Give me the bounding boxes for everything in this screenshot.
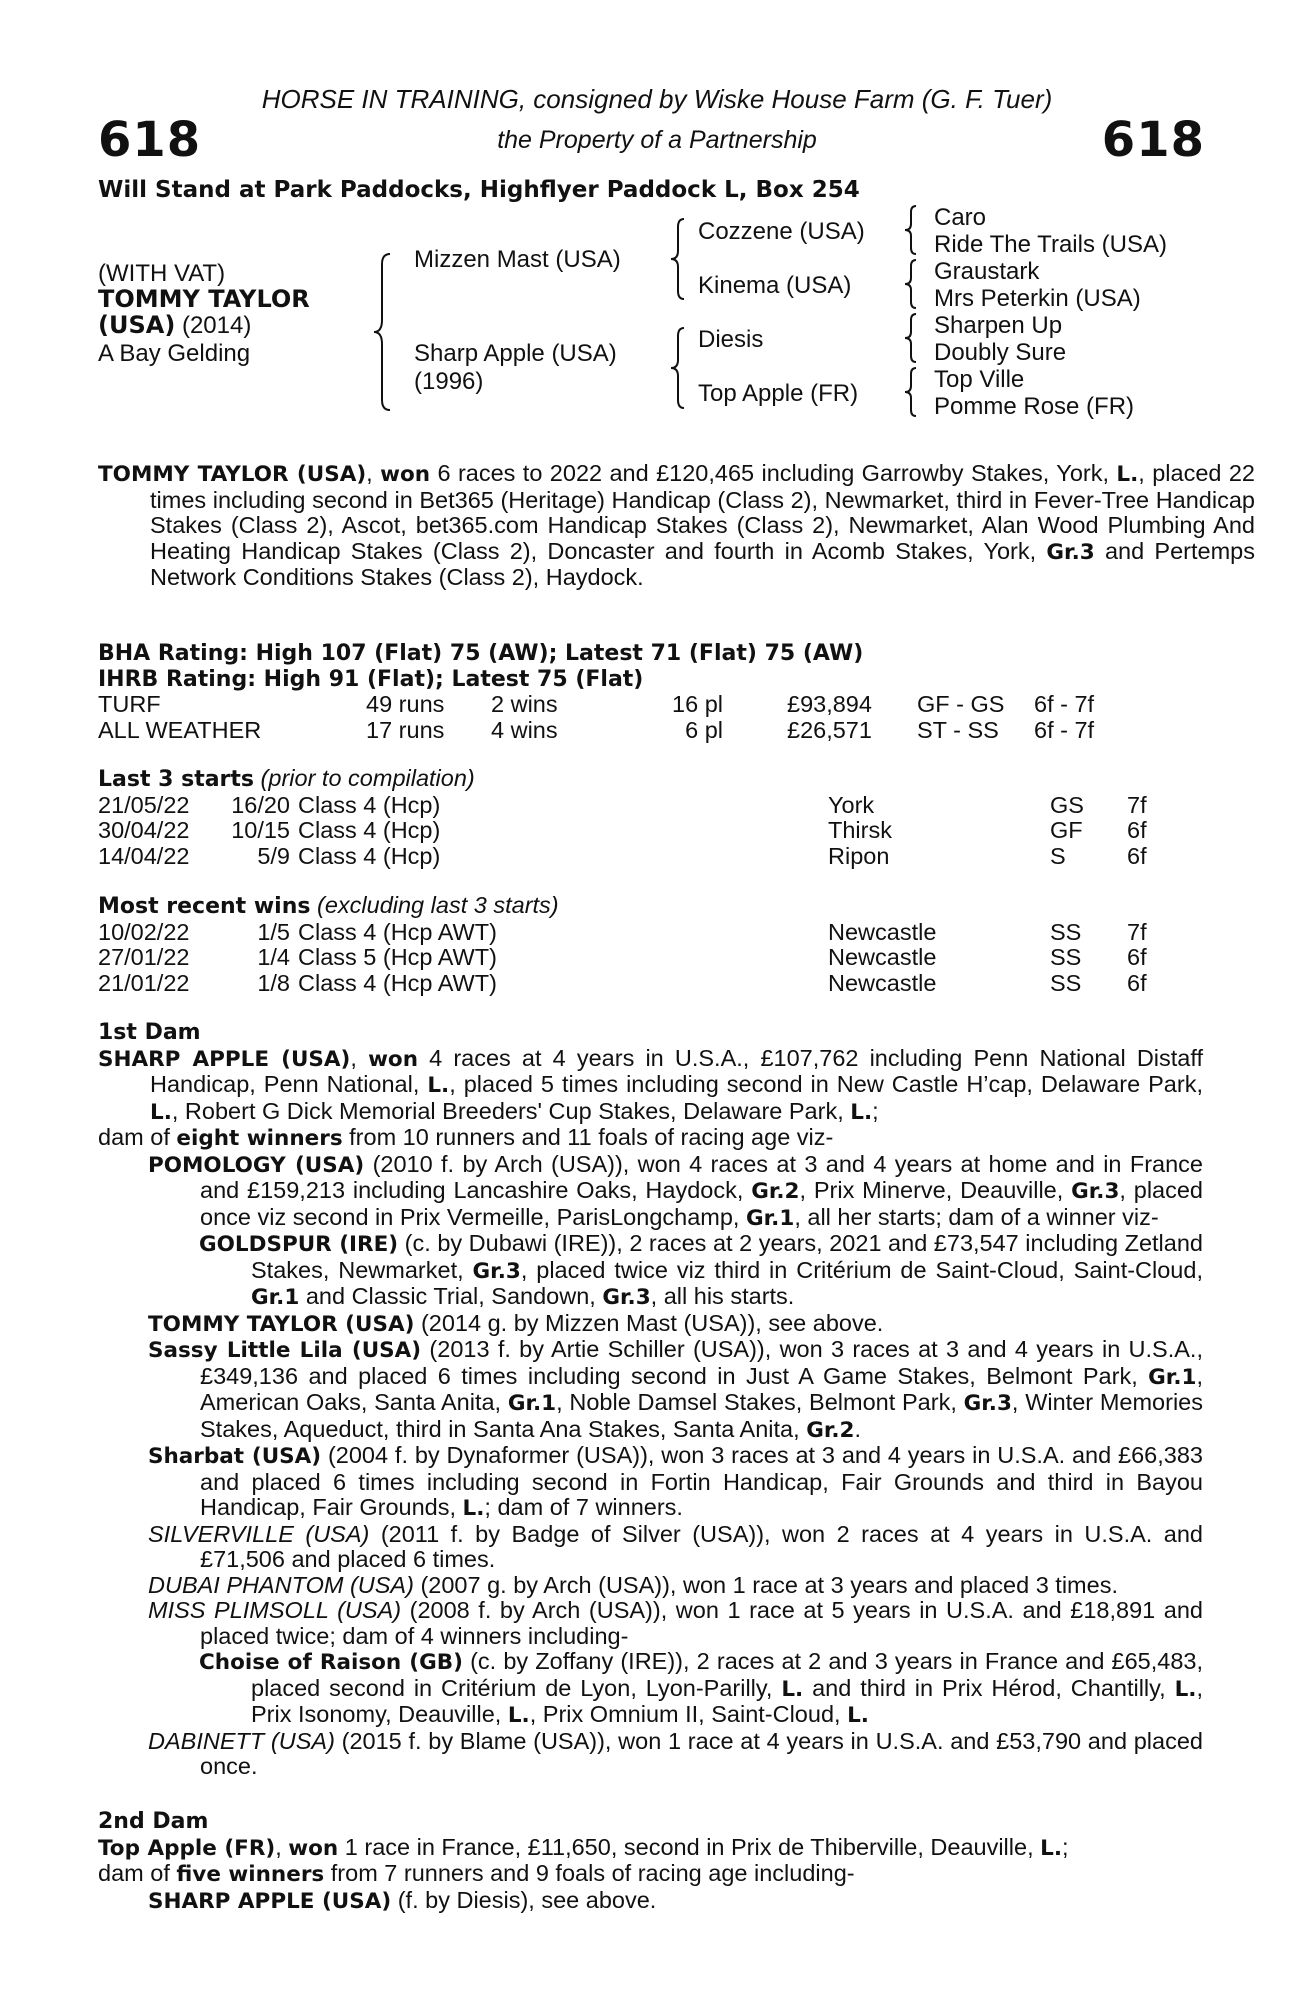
pedigree-sire-dam: Kinema (USA) bbox=[698, 272, 852, 299]
pedigree-g5: Sharpen Up bbox=[934, 312, 1063, 339]
pedigree-g3: Graustark bbox=[934, 258, 1040, 285]
produce-sassy-little-lila: Sassy Little Lila (USA) (2013 f. by Artie Schiller (USA)), won 3 races at 3 and 4 years in U.S.A., £349,136 and placed 6 times including second in Just A Game Stakes, Belmont Park, Gr.1, American Oaks, Santa Anita, Gr.1, Noble Damsel Stakes, Belmont Park, Gr.3, Winter Memories Stakes, Aqueduct, third in Santa Ana Stakes, Santa Anita, Gr.2. bbox=[148, 1336, 1203, 1443]
lot-number-left: 618 bbox=[98, 112, 202, 168]
pedigree-sire-sire: Cozzene (USA) bbox=[698, 218, 865, 245]
pedigree-g6: Doubly Sure bbox=[934, 339, 1067, 366]
pedigree-dam-dam: Top Apple (FR) bbox=[698, 380, 859, 407]
recent-wins-block bbox=[98, 893, 1208, 996]
pedigree-dam: Sharp Apple (USA) bbox=[414, 340, 617, 367]
pedigree-g2: Ride The Trails (USA) bbox=[934, 231, 1167, 258]
first-dam-section bbox=[98, 1020, 1203, 1780]
surface-stats-table bbox=[98, 692, 1094, 743]
second-dam-summary: Top Apple (FR), won 1 race in France, £11,650, second in Prix de Thiberville, Deauville, L.; bbox=[98, 1833, 1069, 1861]
first-dam-produce-line: dam of eight winners from 10 runners and 11 foals of racing age viz- bbox=[98, 1124, 834, 1151]
pedigree-brace-g4 bbox=[902, 366, 920, 418]
produce-tommy-taylor: TOMMY TAYLOR (USA) (2014 g. by Mizzen Mast (USA)), see above. bbox=[148, 1309, 884, 1337]
last-starts-block bbox=[98, 766, 1208, 869]
recent-wins-table bbox=[98, 920, 1147, 997]
produce-sharbat: Sharbat (USA) (2004 f. by Dynaformer (USA)), won 3 races at 3 and 4 years in U.S.A. and £66,383 and placed 6 times including second in Fortin Handicap, Fair Grounds and third in Bayou Handicap, Fair Grounds, L.; dam of 7 winners. bbox=[148, 1442, 1203, 1521]
table-row: 30/04/22 10/15 Class 4 (Hcp) Thirsk GF 6f bbox=[98, 817, 1147, 843]
horse-description: A Bay Gelding bbox=[98, 340, 251, 367]
horse-year: (2014) bbox=[175, 312, 252, 339]
second-dam-title: 2nd Dam bbox=[98, 1809, 209, 1834]
career-summary: TOMMY TAYLOR (USA), won 6 races to 2022 and £120,465 including Garrowby Stakes, York, L., placed 22 times including second in Bet365 (Heritage) Handicap (Class 2), Newmarket, third in Fever-Tree Handicap Stakes (Class 2), Ascot, bet365.com Handicap Stakes (Class 2), Newmarket, Alan Wood Plumbing And Heating Handicap Stakes (Class 2), Doncaster and fourth in Acomb Stakes, York, Gr.3 and Pertemps Network Conditions Stakes (Class 2), Haydock. bbox=[98, 460, 1256, 590]
table-row: 21/05/22 16/20 Class 4 (Hcp) York GS 7f bbox=[98, 791, 1147, 818]
bha-rating: BHA Rating: High 107 (Flat) 75 (AW); Latest 71 (Flat) 75 (AW) bbox=[98, 641, 864, 666]
ihrb-rating: IHRB Rating: High 91 (Flat); Latest 75 (Flat) bbox=[98, 666, 644, 692]
vat-label: (WITH VAT) bbox=[98, 260, 226, 287]
pedigree-sire: Mizzen Mast (USA) bbox=[414, 246, 621, 273]
consignor-line: HORSE IN TRAINING, consigned by Wiske House Farm (G. F. Tuer) bbox=[261, 84, 1053, 114]
first-dam-title: 1st Dam bbox=[98, 1020, 201, 1045]
produce-sharp-apple: SHARP APPLE (USA) (f. by Diesis), see above. bbox=[148, 1886, 657, 1914]
last-starts-heading: Last 3 starts (prior to compilation) bbox=[98, 765, 475, 792]
first-dam-summary: SHARP APPLE (USA), won 4 races at 4 years in U.S.A., £107,762 including Penn National Distaff Handicap, Penn National, L., placed 5 times including second in New Castle H’cap, Delaware Park, L., Robert G Dick Memorial Breeders' Cup Stakes, Delaware Park, L.; bbox=[98, 1044, 1204, 1125]
pedigree-g4: Mrs Peterkin (USA) bbox=[934, 285, 1141, 312]
table-row: ALL WEATHER 17 runs 4 wins 6 pl £26,571 ST - SS 6f - 7f bbox=[98, 716, 1095, 743]
lot-number-right: 618 bbox=[1101, 112, 1205, 168]
produce-goldspur: GOLDSPUR (IRE) (c. by Dubawi (IRE)), 2 races at 2 years, 2021 and £73,547 including Zetland Stakes, Newmarket, Gr.3, placed twice viz third in Critérium de Saint-Cloud, Saint-Cloud, Gr.1 and Classic Trial, Sandown, Gr.3, all his starts. bbox=[199, 1230, 1203, 1310]
pedigree-brace-main bbox=[370, 252, 394, 412]
horse-origin-year bbox=[98, 312, 251, 339]
pedigree-dam-sire: Diesis bbox=[698, 326, 764, 353]
pedigree-g1: Caro bbox=[934, 204, 987, 231]
pedigree-g8: Pomme Rose (FR) bbox=[934, 393, 1135, 420]
table-row: 27/01/22 1/4 Class 5 (Hcp AWT) Newcastle SS 6f bbox=[98, 944, 1147, 970]
recent-wins-heading: Most recent wins (excluding last 3 starts) bbox=[98, 892, 559, 919]
table-row: TURF 49 runs 2 wins 16 pl £93,894 GF - GS 6f - 7f bbox=[98, 691, 1095, 717]
horse-origin: (USA) bbox=[98, 311, 176, 339]
stand-location: Will Stand at Park Paddocks, Highflyer Paddock L, Box 254 bbox=[98, 177, 860, 203]
second-dam-section bbox=[98, 1809, 1203, 1914]
pedigree-brace-g3 bbox=[902, 312, 920, 364]
pedigree-brace-dam bbox=[668, 326, 688, 410]
pedigree-dam-year: (1996) bbox=[414, 368, 484, 395]
produce-choise-of-raison: Choise of Raison (GB) (c. by Zoffany (IRE)), 2 races at 2 and 3 years in France and £65,483, placed second in Critérium de Lyon, Lyon-Parilly, L. and third in Prix Hérod, Chantilly, L., Prix Isonomy, Deauville, L., Prix Omnium II, Saint-Cloud, L. bbox=[199, 1648, 1203, 1728]
produce-silverville: SILVERVILLE (USA) (2011 f. by Badge of Silver (USA)), won 2 races at 4 years in U.S.A. and £71,506 and placed 6 times. bbox=[148, 1520, 1204, 1572]
pedigree-brace-g2 bbox=[902, 258, 920, 310]
second-dam-produce-line: dam of five winners from 7 runners and 9 foals of racing age including- bbox=[98, 1860, 855, 1887]
produce-miss-plimsoll: MISS PLIMSOLL (USA) (2008 f. by Arch (USA)), won 1 race at 5 years in U.S.A. and £18,891 and placed twice; dam of 4 winners including- bbox=[148, 1597, 1204, 1649]
pedigree-brace-sire bbox=[668, 217, 688, 301]
horse-name: TOMMY TAYLOR bbox=[98, 285, 310, 313]
ratings-block bbox=[98, 641, 1208, 743]
last-starts-table bbox=[98, 793, 1147, 870]
pedigree-brace-g1 bbox=[902, 204, 920, 256]
table-row: 14/04/22 5/9 Class 4 (Hcp) Ripon S 6f bbox=[98, 842, 1147, 869]
pedigree-g7: Top Ville bbox=[934, 366, 1025, 393]
property-line: the Property of a Partnership bbox=[497, 126, 817, 154]
produce-dabinett: DABINETT (USA) (2015 f. by Blame (USA)), won 1 race at 4 years in U.S.A. and £53,790 and placed once. bbox=[148, 1727, 1203, 1779]
table-row: 21/01/22 1/8 Class 4 (Hcp AWT) Newcastle SS 6f bbox=[98, 969, 1147, 996]
produce-pomology: POMOLOGY (USA) (2010 f. by Arch (USA)), won 4 races at 3 and 4 years at home and in France and £159,213 including Lancashire Oaks, Haydock, Gr.2, Prix Minerve, Deauville, Gr.3, placed once viz second in Prix Vermeille, ParisLongchamp, Gr.1, all her starts; dam of a winner viz- bbox=[148, 1150, 1204, 1231]
table-row: 10/02/22 1/5 Class 4 (Hcp AWT) Newcastle SS 7f bbox=[98, 918, 1147, 945]
produce-dubai-phantom: DUBAI PHANTOM (USA) (2007 g. by Arch (USA)), won 1 race at 3 years and placed 3 times. bbox=[148, 1571, 1118, 1598]
